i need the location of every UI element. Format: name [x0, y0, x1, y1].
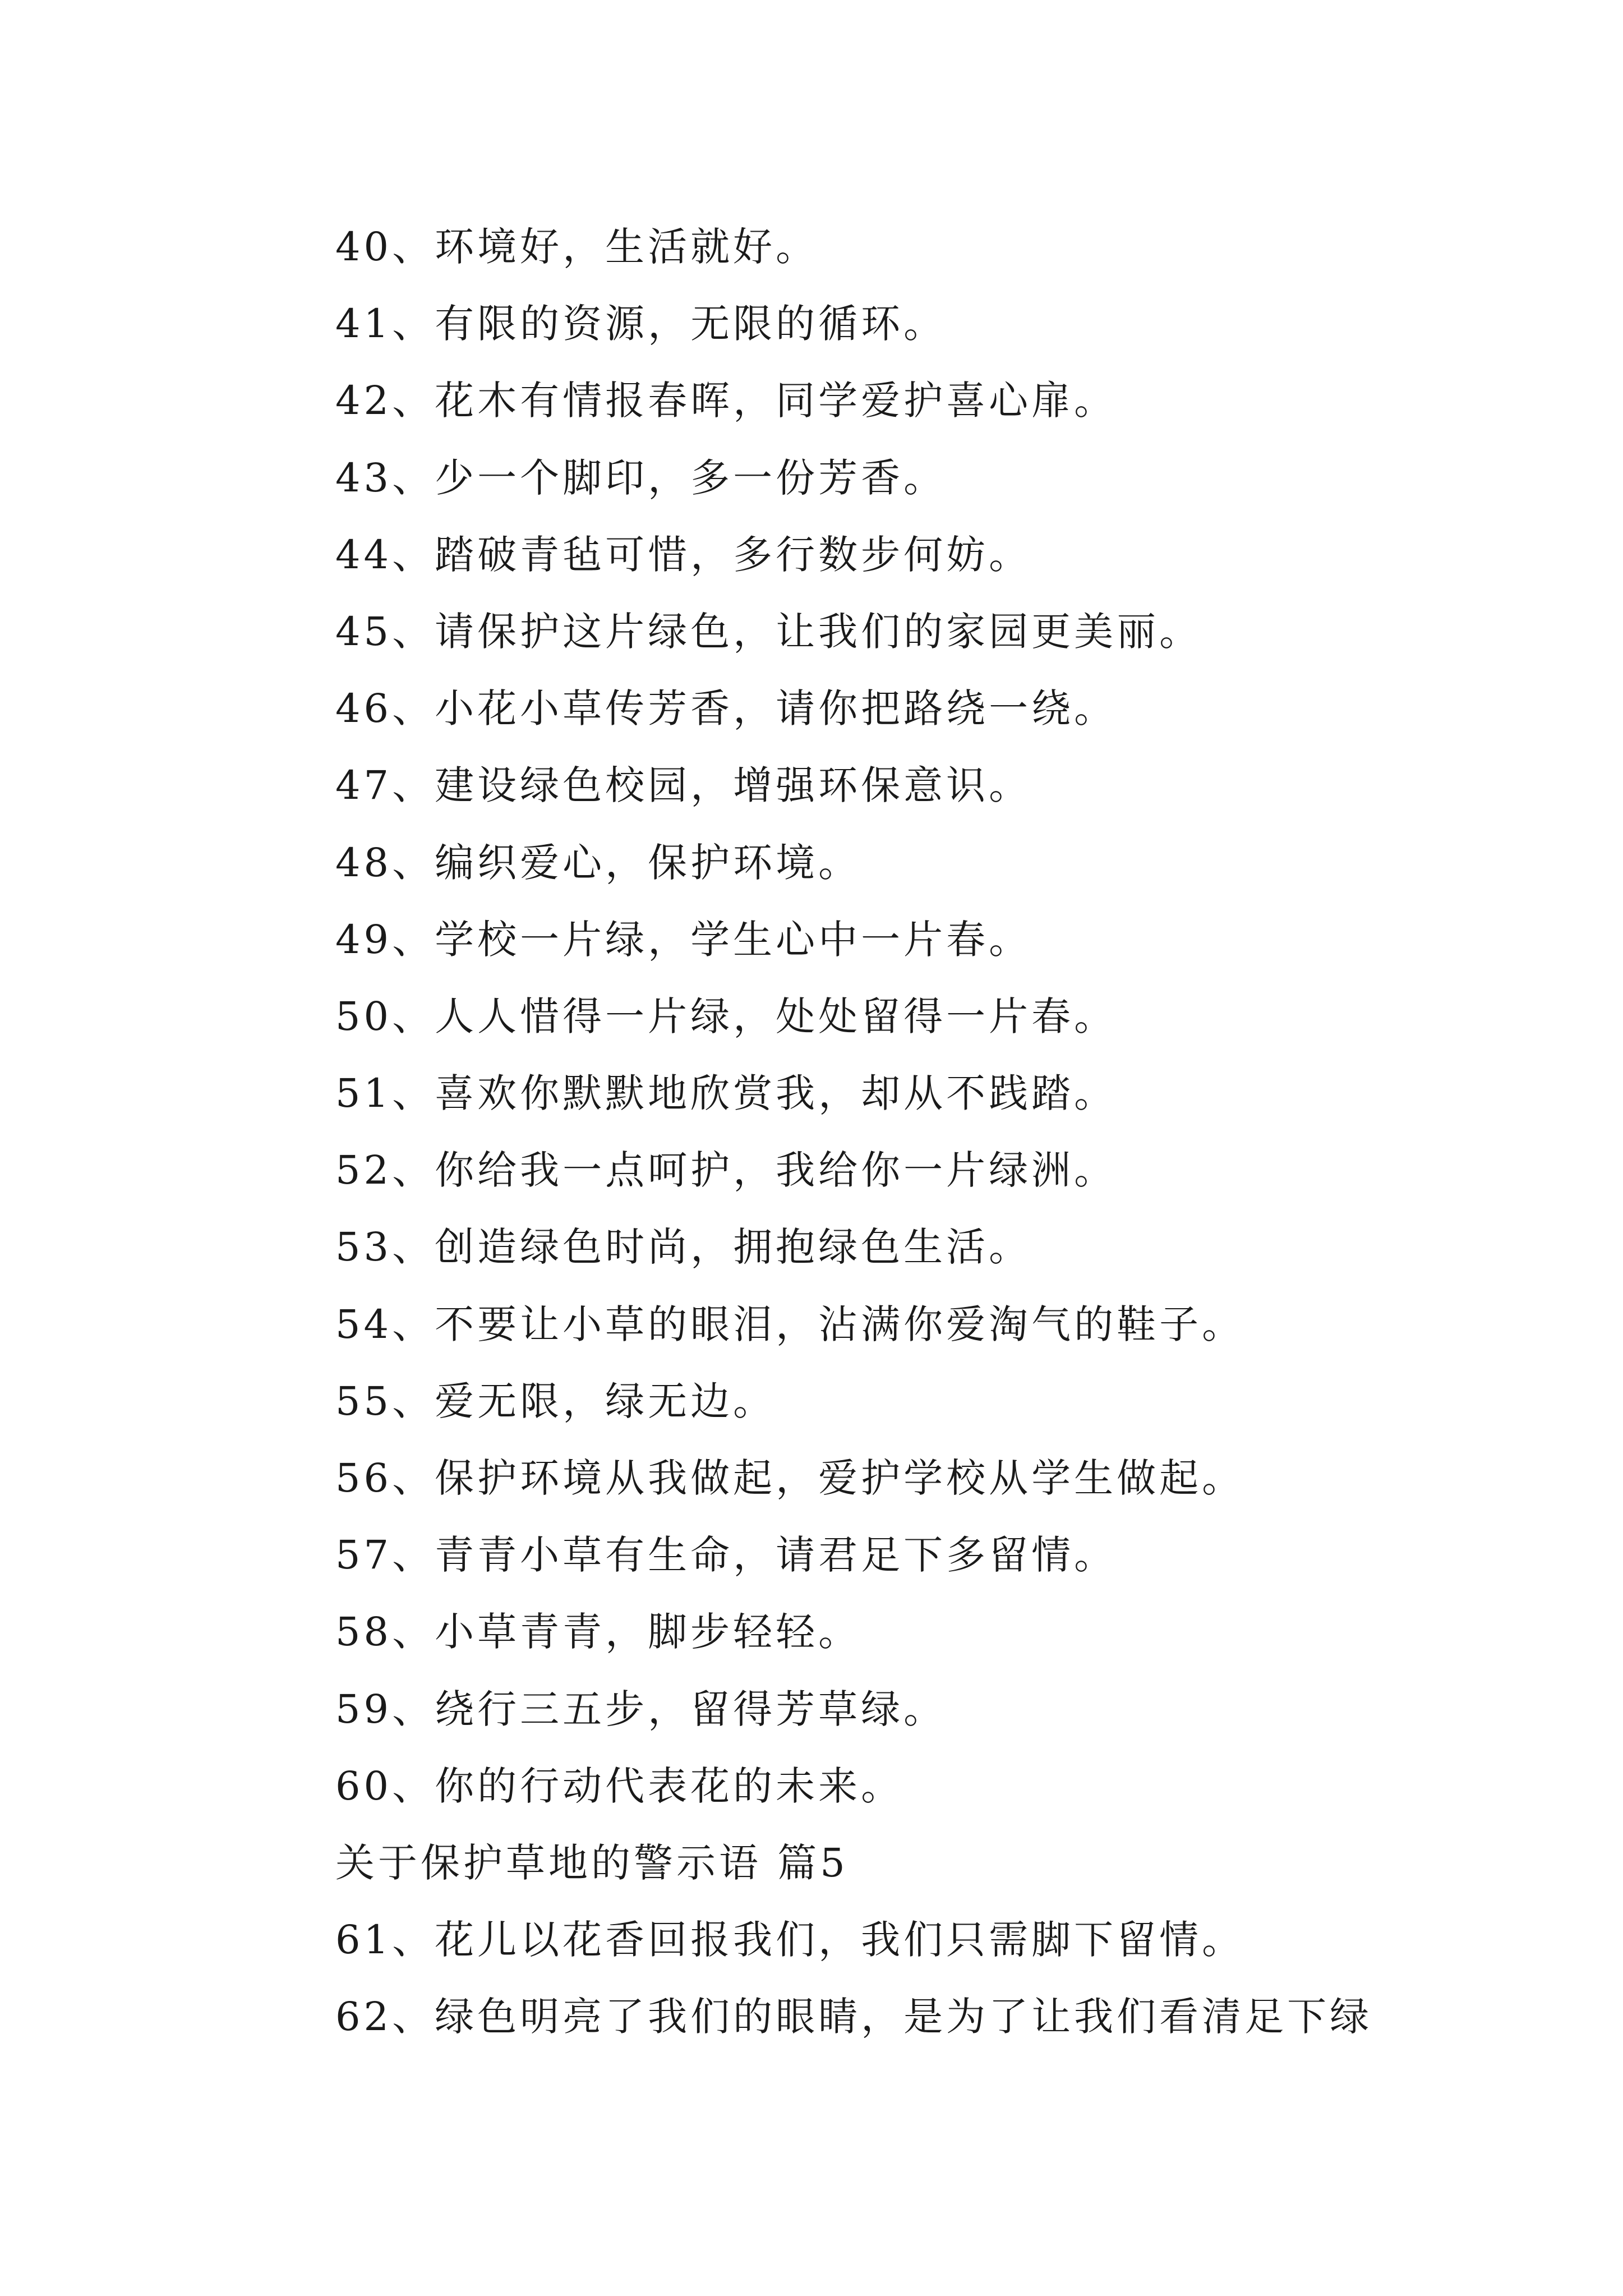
- slogan-44: 44、踏破青毡可惜，多行数步何妨。: [335, 531, 1032, 578]
- slogan-51: 51、喜欢你默默地欣赏我，却从不践踏。: [335, 1070, 1117, 1117]
- slogan-40: 40、环境好，生活就好。: [335, 224, 819, 270]
- slogan-47: 47、建设绿色校园，增强环保意识。: [335, 762, 1032, 809]
- slogan-54: 54、不要让小草的眼泪，沾满你爱淘气的鞋子。: [335, 1301, 1245, 1347]
- slogan-59: 59、绕行三五步，留得芳草绿。: [335, 1686, 947, 1732]
- slogan-57: 57、青青小草有生命，请君足下多留情。: [335, 1532, 1117, 1579]
- slogan-48: 48、编织爱心，保护环境。: [335, 839, 861, 886]
- slogan-53: 53、创造绿色时尚，拥抱绿色生活。: [335, 1224, 1032, 1271]
- slogan-58: 58、小草青青，脚步轻轻。: [335, 1609, 861, 1655]
- slogan-49: 49、学校一片绿，学生心中一片春。: [335, 916, 1032, 963]
- slogan-41: 41、有限的资源，无限的循环。: [335, 301, 947, 347]
- slogan-60: 60、你的行动代表花的未来。: [335, 1763, 904, 1809]
- slogan-45: 45、请保护这片绿色，让我们的家园更美丽。: [335, 608, 1202, 655]
- slogan-56: 56、保护环境从我做起，爱护学校从学生做起。: [335, 1455, 1245, 1501]
- slogan-42: 42、花木有情报春晖，同学爱护喜心扉。: [335, 378, 1117, 424]
- slogan-43: 43、少一个脚印，多一份芳香。: [335, 454, 947, 501]
- document-body: [335, 209, 1485, 2056]
- section-heading: 关于保护草地的警示语 篇5: [335, 1839, 849, 1886]
- slogan-62: 62、绿色明亮了我们的眼睛，是为了让我们看清足下绿: [335, 1994, 1373, 2040]
- slogan-50: 50、人人惜得一片绿，处处留得一片春。: [335, 993, 1117, 1039]
- slogan-55: 55、爱无限，绿无边。: [335, 1378, 776, 1424]
- slogan-46: 46、小花小草传芳香，请你把路绕一绕。: [335, 685, 1117, 732]
- slogan-61: 61、花儿以花香回报我们，我们只需脚下留情。: [335, 1917, 1245, 1963]
- slogan-52: 52、你给我一点呵护，我给你一片绿洲。: [335, 1147, 1117, 1194]
